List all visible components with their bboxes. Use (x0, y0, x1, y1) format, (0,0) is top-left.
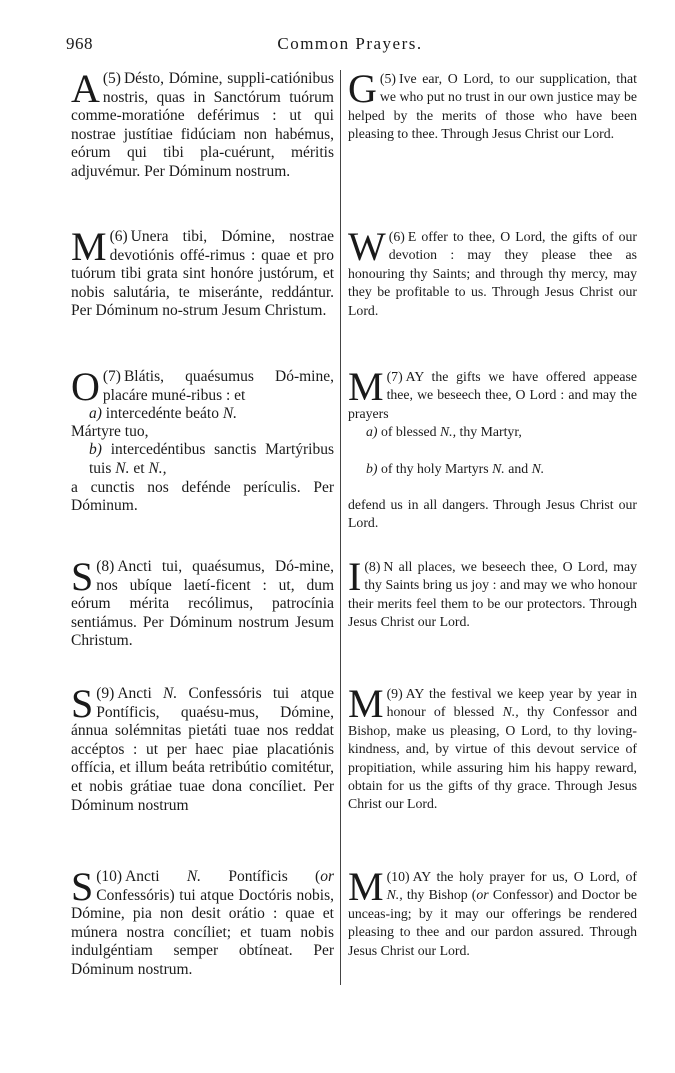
prayer-text: Blátis, quaésumus Dó-mine, placáre muné-ribus : et (102, 368, 334, 404)
drop-cap: M (348, 681, 384, 726)
prayer-number: (9) (386, 686, 403, 701)
latin-prayer-8 (71, 554, 334, 651)
prayer-text: N all places, we beseech thee, O Lord, may thy Saints bring us joy : and may we who honour their merits feel them to be our protectors. Through Jesus Christ our Lord. (348, 559, 637, 630)
prayer-text: thy Confessor and Bishop, make us pleasing, O Lord, to thy loving-kindness, and, by virtue of this devout service of propitiation, while assuring him his happy reward, obtain for us the gifts of thy grace. Through Jesus Christ our Lord. (348, 704, 637, 812)
prayer-text: Désto, Dómine, suppli-catiónibus nostris, quas in Sanctórum tuórum comme-moratióne deférimus : ut qui nostrae justítiae fidúciam non habémus, eórum qui tibi pla-cuérunt, méritis adjuvémur. Per Dóminum nostrum. (71, 70, 334, 180)
latin-prayer-6 (71, 224, 334, 321)
column-divider (340, 70, 341, 985)
latin-prayer-10: (10) S Ancti N. Pontíficis (or Confessóris) tui atque Doctóris nobis, Dómine, pia non desit orátio : quae et múnera nostra concíliet; et tuam nobis indulgéntiam semper obtíneat. Per Dóminum nostrum. (71, 864, 334, 978)
drop-cap: M (71, 224, 107, 269)
prayer-text: Confessóris tui atque Pontíficis, quaésu-mus, Dómine, ánnua solémnitas pietáti tuae nos reddat accéptos : ut per haec piae placatiónis offícia, et illum beáta retribútio comitétur, et nobis grátiae tuae dona concíliet. Per Dóminum nostrum (71, 685, 335, 814)
running-title: Common Prayers. (277, 34, 423, 53)
page-number: 968 (66, 34, 93, 53)
drop-cap: O (71, 364, 100, 409)
prayer-text: Ive ear, O Lord, to our supplication, that we who put no trust in our own justice may be helped by the merits of those who have been pleasing to thee. Through Jesus Christ our Lord. (348, 71, 637, 142)
english-prayer-10: (10) M AY the holy prayer for us, O Lord, of N., thy Bishop (or Confessor) and Doctor be unceas-ing; by it may our offerings be rendered pleasing to thee and our pardon assured. Through Jesus Christ our Lord. (348, 864, 638, 958)
prayer-text: AY the gifts we have offered appease thee, we beseech thee, O Lord : and may the prayers (348, 369, 637, 421)
prayer-number: (10) (96, 868, 123, 885)
prayer-closing: defend us in all dangers. Through Jesus Christ our Lord. (348, 497, 637, 531)
drop-cap: S (71, 864, 94, 909)
prayer-text: Confessóris) tui atque Doctóris nobis, Dómine, pia non desit orátio : quae et múnera nostra concíliet; et tuam nobis indulgéntiam semper obtíneat. Per Dóminum nostrum. (71, 886, 334, 978)
prayer-number: (5) (102, 70, 121, 87)
drop-cap: M (348, 364, 384, 409)
option-a: a) intercedénte beáto N. (89, 405, 238, 423)
prayer-closing: a cunctis nos defénde perículis. Per Dóminum. (71, 478, 334, 515)
drop-cap: S (71, 554, 94, 599)
drop-cap: I (348, 554, 362, 599)
english-prayer-7 (348, 364, 637, 533)
english-prayer-6 (348, 224, 637, 320)
prayer-number: (10) (386, 869, 410, 884)
prayer-text: Ancti tui, quaésumus, Dó-mine, nos ubíque laetí-ficent : ut, dum eórum mérita recólimus, patrocínia sentiámus. Per Dóminum nostrum Jesum Christum. (71, 558, 334, 650)
english-prayer-5 (348, 66, 637, 144)
drop-cap: M (348, 864, 384, 909)
prayer-number: (9) (96, 685, 115, 702)
prayer-number: (7) (102, 368, 121, 385)
prayer-number: (8) (364, 559, 381, 574)
latin-prayer-9: (9) S Ancti N. Confessóris tui atque Pontíficis, quaésu-mus, Dómine, ánnua solémnitas pietáti tuae nos reddat accéptos : ut per haec piae placatiónis offícia, et illum beáta retribútio comitétur, et nobis grátiae tuae dona concíliet. Per Dóminum nostrum (71, 681, 335, 814)
latin-prayer-5 (71, 66, 334, 182)
prayer-number: (5) (379, 71, 396, 86)
english-prayer-8 (348, 554, 637, 632)
option-a: a) of blessed N., thy Martyr, (366, 424, 522, 440)
latin-prayer-7: (7) O Blátis, quaésumus Dó-mine, placáre muné-ribus : et a) intercedénte beáto N. Mártyre tuo, b) intercedéntibus sanctis Martýribus tuis N. et N., a cunctis nos defénde perículis. Per Dóminum. (71, 364, 334, 515)
prayer-text: E offer to thee, O Lord, the gifts of our devotion : may they please thee as honouring thy Saints; and through thy mercy, may they be profitable to us. Through Jesus Christ our Lord. (348, 229, 637, 318)
drop-cap: A (71, 66, 100, 111)
prayer-number: (6) (109, 228, 128, 245)
drop-cap: W (348, 224, 386, 269)
page-header (60, 34, 640, 60)
drop-cap: S (71, 681, 94, 726)
prayer-number: (7) (386, 369, 403, 384)
prayer-number: (8) (96, 558, 115, 575)
drop-cap: G (348, 66, 377, 111)
prayer-text: Unera tibi, Dómine, nostrae devotiónis offé-rimus : quae et pro tuórum tibi grata sint honóre justórum, et nobis salutária, te miseránte, reddántur. Per Dóminum no-strum Jesum Christum. (71, 228, 334, 320)
english-prayer-9: (9) M AY the festival we keep year by year in honour of blessed N., thy Confessor and Bishop, make us pleasing, O Lord, to thy loving-kindness, and, by virtue of this devout service of propitiation, while assuring him his happy reward, obtain for us the gifts of thy grace. Through Jesus Christ our Lord. (348, 681, 637, 812)
prayer-text: Confessor) and Doctor be unceas-ing; by it may our offerings be rendered pleasing to thee and our pardon assured. Through Jesus Christ our Lord. (348, 887, 638, 958)
option-b: b) of thy holy Martyrs N. and N. (366, 460, 545, 476)
prayer-number: (6) (388, 229, 405, 244)
option-b: b) intercedéntibus sanctis Martýribus tuis N. et N., (89, 441, 334, 477)
